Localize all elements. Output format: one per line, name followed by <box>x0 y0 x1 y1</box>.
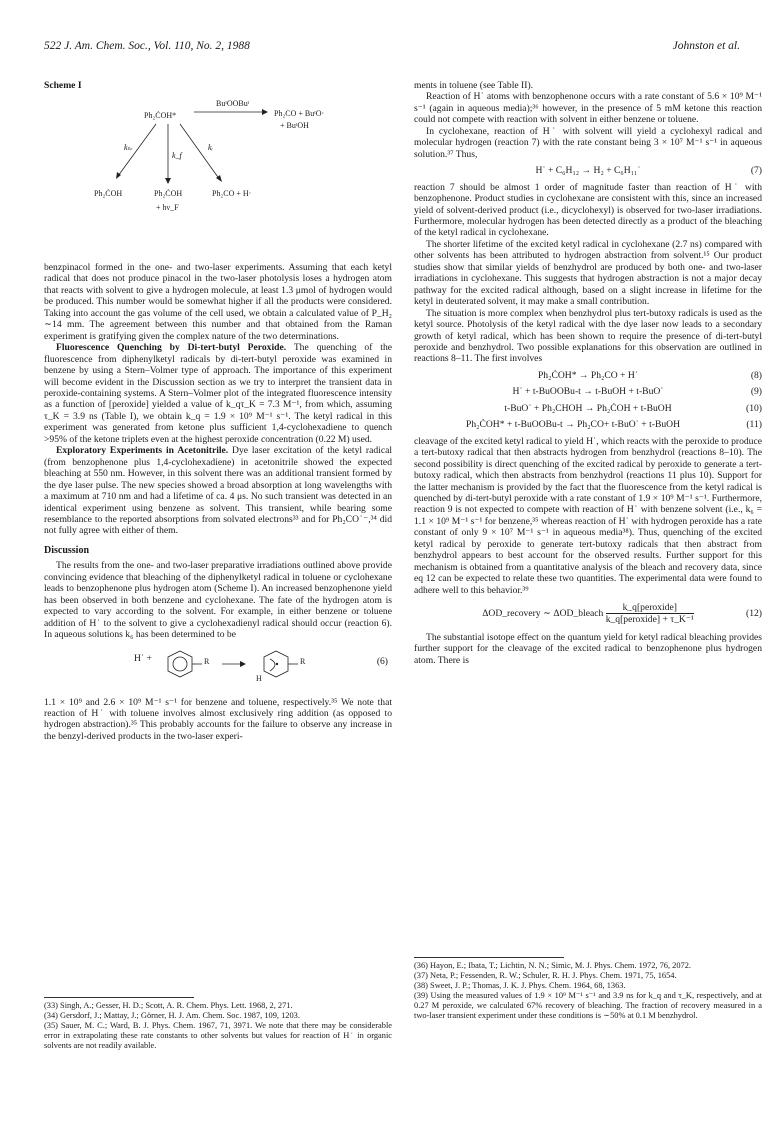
section-heading: Exploratory Experiments in Acetonitrile. <box>56 445 229 457</box>
equation-body <box>444 602 732 626</box>
paragraph: 1.1 × 10⁹ and 2.6 × 10⁹ M⁻¹ s⁻¹ for benzene and toluene, respectively.³⁵ We note that reaction of H˙ with toluene involves almost exclusively ring addition (as opposed to hydrogen abstraction).³⁵ This probably accounts for the failure to observe any increase in the benzyl-derived products in the two-laser experi- <box>44 696 392 742</box>
paragraph-body: Dye laser excitation of the ketyl radical (from benzophenone plus 1,4-cyclohexadiene) in acetonitrile showed the expected bleaching at 550 nm. However, in this solvent there was an additional transient formed by the dye laser pulse. The new species showed a broad absorption at long wavelengths with a maximum at 710 nm and had a lifetime of ca. 4 μs. No such transient was detected in an identical experiment using benzene as solvent. This transient, while bearing some resemblance to the reported absorptions from solvated electrons³³ and for Ph₂CO˙⁻,³⁴ did not fully agree with either of them. <box>44 445 392 537</box>
equation-number: (7) <box>750 165 762 177</box>
paragraph: cleavage of the excited ketyl radical to yield H˙, which reacts with the peroxide to produce a tert-butoxy radical that then abstracts hydrogen from benzhydrol (reactions 8–10). The second possibility is direct quenching of the excited radical by peroxide to generate a tert-butoxy radical, which then abstracts from benzhydrol (reactions 11 plus 10). Support for the latter mechanism is provided by the fact that the fluorescence from the ketyl radical is quenched by di-tert-butyl peroxide with a rate constant of 1.9 × 10⁹ M⁻¹ s⁻¹. Furthermore, reaction 9 is not expected to compete with reaction of H˙ with benzene solvent (i.e., k₆ = 1.1 × 10⁹ M⁻¹ s⁻¹ for benzene,³⁵ whereas reaction of H˙ with hydrogen peroxide has a rate constant of only 9 × 10⁷ M⁻¹ s⁻¹ in aqueous media³⁸). Thus, quenching of the excited ketyl radical by peroxide to generate tert-butoxy radicals that then abstract from benzhydrol appears to best account for the observed results. Further support for this mechanism is obtained from a quantitative analysis of the bleach and recovery data, since eq 12 can be expected to relate these two quantities. The experimental data were found to adhere well to this behavior.³⁹ <box>414 435 762 596</box>
equation-number: (8) <box>750 369 762 381</box>
eq6-structures <box>44 647 392 687</box>
scheme-k-r: kᵣ <box>208 143 214 152</box>
eq6-reactant: H˙ + <box>134 652 152 664</box>
equation-9 <box>414 386 762 397</box>
eq12-numerator: k_q[peroxide] <box>606 602 694 614</box>
running-header: 522 J. Am. Chem. Soc., Vol. 110, No. 2, 1988 <box>44 40 250 52</box>
equation-number: (11) <box>746 419 762 431</box>
paragraph <box>44 342 392 445</box>
scheme-reagent: BuᵗOOBuᵗ <box>216 99 250 108</box>
right-column <box>414 80 762 666</box>
equation-number: (12) <box>746 608 762 620</box>
footnotes-left <box>44 997 392 1051</box>
footnote-rule <box>44 997 194 998</box>
scheme-reactant: Ph₂ĊOH* <box>144 111 177 120</box>
equation-body: H˙ + t-BuOOBu-t → t-BuOH + t-BuO˙ <box>512 386 664 398</box>
paragraph: reaction 7 should be almost 1 order of magnitude faster than reaction of H˙ with benzophenone. Product studies in cyclohexane are consistent with this, since an increased yield of solvent-derived product (i.e., dicyclohexyl) is observed for two-laser irradiations. Furthermore, molecular hydrogen has been detected directly as a product of the bleaching of the ketyl radical in cyclohexane. <box>414 181 762 239</box>
eq12-fraction <box>606 602 694 626</box>
scheme-1 <box>44 80 392 256</box>
paragraph: benzpinacol formed in the one- and two-laser experiments. Assuming that each ketyl radical that does not produce pinacol in the two-laser photolysis loses a hydrogen atom that reacts with solvent to give a hydrogen molecule, at least 1.3 μmol of hydrogen would be produced. This number would be somewhat higher if all the products were considered. Taking into account the gas volume of the cell used, we obtain a calculated value of P_H₂ ∼14 mm. The agreement between this number and that obtained from the Raman experiment is gratifying given the complex nature of the two determinations. <box>44 262 392 342</box>
eq6-r-group: R <box>204 656 210 666</box>
paragraph: In cyclohexane, reaction of H˙ with solvent will yield a cyclohexyl radical and molecular hydrogen (reaction 7) with the rate constant being 3 × 10⁷ M⁻¹ s⁻¹ in aqueous solution.³⁷ Thus, <box>414 125 762 160</box>
equation-7 <box>414 165 762 176</box>
equation-number: (9) <box>750 386 762 398</box>
eq6-h-label: H <box>256 673 262 683</box>
paragraph <box>44 445 392 537</box>
footnote: (35) Sauer, M. C.; Ward, B. J. Phys. Chem. 1967, 71, 3971. We note that there may be considerable error in extrapolating these rate constants to other solvents but values for reaction of H˙ in organic solvents are not readily available. <box>44 1020 392 1050</box>
footnote-rule <box>414 957 564 958</box>
footnote: (34) Gersdorf, J.; Mattay, J.; Görner, H. J. Am. Chem. Soc. 1987, 109, 1203. <box>44 1010 300 1020</box>
footnote: (39) Using the measured values of 1.9 × 10⁹ M⁻¹ s⁻¹ and 3.9 ns for k_q and τ_K, respectively, and at 0.27 M peroxide, we calculated 67% recovery of bleaching. The fraction of recovery measured in a two-laser transient experiment under these conditions is ∼50% at 0.1 M benzhydrol. <box>414 990 762 1020</box>
equation-12 <box>414 602 762 626</box>
eq6-r-group: R <box>300 656 306 666</box>
footnote: (33) Singh, A.; Gesser, H. D.; Scott, A. R. Chem. Phys. Lett. 1968, 2, 271. <box>44 1001 293 1010</box>
eq12-denominator: k_q[peroxide] + τ_K⁻¹ <box>605 614 694 626</box>
equation-11 <box>414 419 762 430</box>
footnote: (37) Neta, P.; Fessenden, R. W.; Schuler, R. H. J. Phys. Chem. 1971, 75, 1654. <box>414 970 677 980</box>
equation-body: Ph₂ĊOH* → Ph₂CO + H˙ <box>537 369 639 381</box>
author-header: Johnston et al. <box>672 40 740 52</box>
paragraph: Reaction of H˙ atoms with benzophenone occurs with a rate constant of 5.6 × 10⁹ M⁻¹ s⁻¹ (again in aqueous media);³⁶ however, in the presence of 5 mM ketone this reaction could not compete with reaction with solvent in either benzene or toluene. <box>414 91 762 126</box>
paragraph: ments in toluene (see Table II). <box>414 80 534 91</box>
scheme-title: Scheme I <box>44 80 82 91</box>
paragraph: The situation is more complex when benzhydrol plus tert-butoxy radicals is used as the ketyl source. Photolysis of the ketyl radical with the dye laser now leads to a secondary growth of ketyl radical, which has been shown to require the presence of di-tert-butyl peroxide and benzhydrol. Two possible explanations for this observation are outlined in reactions 8–11. The first involves <box>414 307 762 365</box>
scheme-arrows <box>44 80 392 256</box>
footnotes-right <box>414 957 762 1020</box>
scheme-k-f: k_f <box>172 151 182 160</box>
section-heading: Fluorescence Quenching by Di-tert-butyl Peroxide. <box>56 342 287 354</box>
scheme-product-top: Ph₂CO + BuᵗO· <box>274 109 325 118</box>
eq12-lhs: ΔOD_recovery ∼ ΔOD_bleach <box>482 608 604 620</box>
scheme-product-3: Ph₂CO + H· <box>212 189 252 198</box>
equation-10 <box>414 403 762 414</box>
discussion-heading: Discussion <box>44 544 90 556</box>
equation-6 <box>44 647 392 687</box>
equation-body: Ph₂ĊOH* + t-BuOOBu-t → Ph₂CO+ t-BuO˙ + t-BuOH <box>465 419 680 431</box>
footnote: (38) Sweet, J. P.; Thomas, J. K. J. Phys. Chem. 1964, 68, 1363. <box>414 980 626 990</box>
scheme-product-1: Ph₂ĊOH <box>94 189 123 198</box>
paragraph: The substantial isotope effect on the quantum yield for ketyl radical bleaching provides further support for the cleavage of the excited radical to benzophenone plus hydrogen atom. There is <box>414 631 762 666</box>
paragraph: The results from the one- and two-laser preparative irradiations outlined above provide convincing evidence that bleaching of the diphenylketyl radical in toluene or cyclohexane leads to benzophenone plus hydrogen atom (Scheme I). An increased benzophenone yield has been observed in both benzene and cyclohexane. The fate of the hydrogen atom is expected to vary according to the solvent. For example, in either benzene or toluene addition of H˙ to the solvent to give a cyclohexadienyl radical should occur (reaction 6). In aqueous solutions k₆ has been determined to be <box>44 560 392 641</box>
equation-number: (6) <box>376 655 388 667</box>
equation-number: (10) <box>746 402 762 414</box>
scheme-product-top2: + BuᵗOH <box>280 121 309 130</box>
footnote: (36) Hayon, E.; Ibata, T.; Lichtin, N. N.; Simic, M. J. Phys. Chem. 1972, 76, 2072. <box>414 961 691 970</box>
equation-body: H˙ + C₆H₁₂ → H₂ + C₆H₁₁˙ <box>535 165 641 177</box>
scheme-product-2b: + hν_F <box>156 203 179 212</box>
scheme-product-2: Ph₂ĊOH <box>154 189 183 198</box>
paragraph-body: The quenching of the fluorescence from diphenylketyl radicals by di-tert-butyl peroxide was examined in benzene by using a Stern–Volmer type of approach. The importance of this experiment will become evident in the Discussion section as we try to interpret the transient data in peroxide-containing systems. A Stern–Volmer plot of the integrated fluorescence intensity as a function of [peroxide] yielded a value of k_qτ_K = 7.3 M⁻¹, from which, assuming τ_K = 3.9 ns (Table I), we obtain k_q = 1.9 × 10⁹ M⁻¹ s⁻¹. The ketyl radical in this experiment was generated from ketone plus sufficient 1,4-cyclohexadiene to quench >95% of the ketone triplets even at the highest peroxide concentration (0.22 M) used. <box>44 342 392 445</box>
left-column <box>44 80 392 742</box>
equation-body: t-BuO˙ + Ph₂CHOH → Ph₂ĊOH + t-BuOH <box>504 402 672 414</box>
scheme-k-nr: kₙᵣ <box>124 143 133 152</box>
equation-8 <box>414 370 762 381</box>
paragraph: The shorter lifetime of the excited ketyl radical in cyclohexane (2.7 ns) compared with other solvents has been attributed to hydrogen abstraction from solvent.¹⁵ Our product studies show that similar yields of benzhydrol are produced by both one- and two-laser irradiations in cyclohexane. This suggests that hydrogen abstraction is not a major decay pathway for the excited radical although, based on a slight increase in lifetime for the ketyl in deuterated solvent, it may make a small contribution. <box>414 238 762 308</box>
